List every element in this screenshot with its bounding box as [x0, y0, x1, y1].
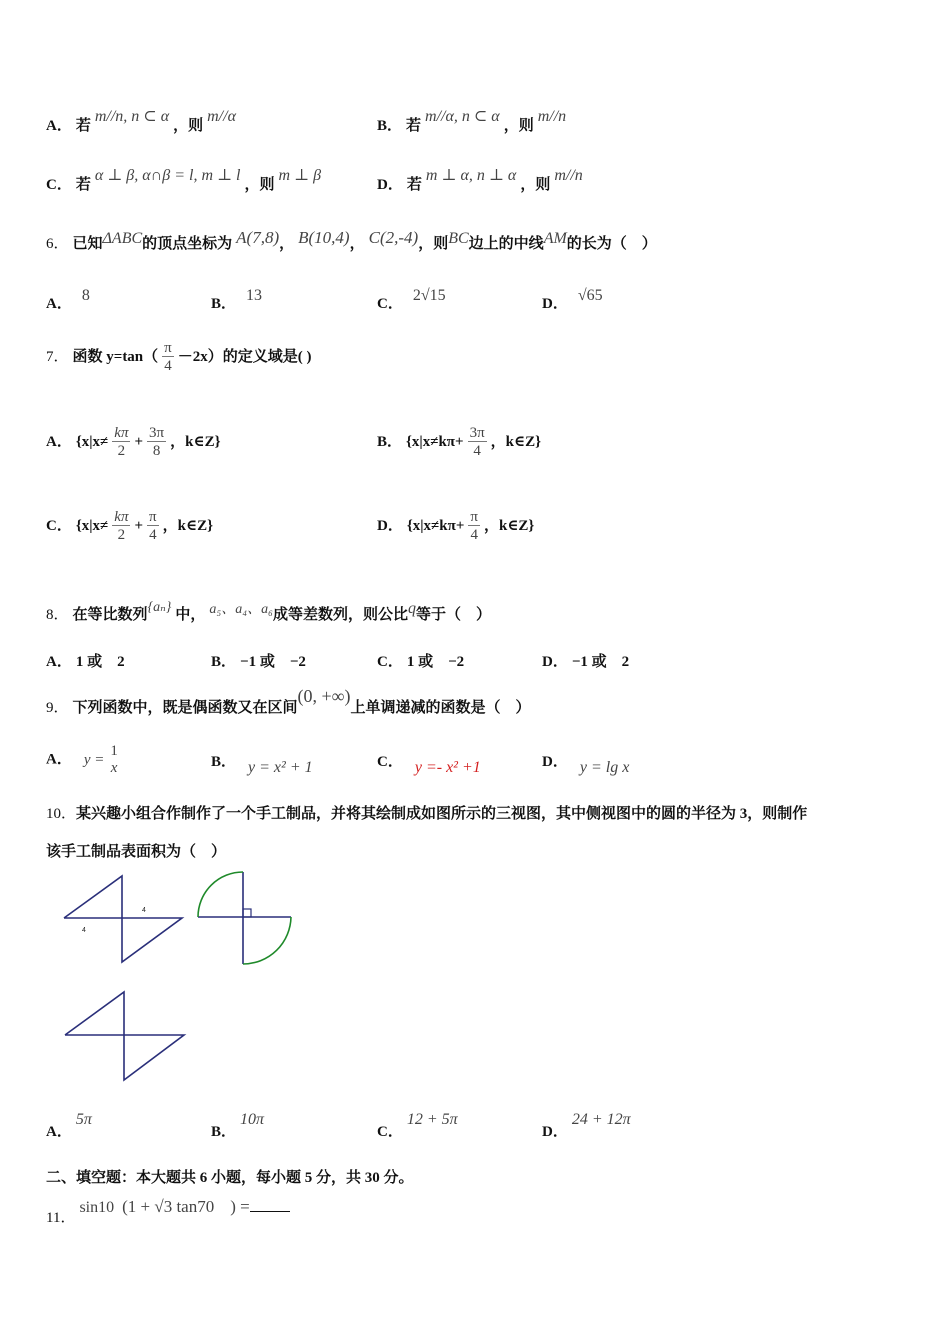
q7-option-c: C． {x|x≠ $\frac{k\pi}{2}$ + $\frac{\pi}{4}$ ，k∈Z} [46, 509, 213, 543]
q5-option-b: B． 若 m//α, n ⊂ α ，则 m//n [377, 108, 567, 134]
q10-stem-line1: 10．某兴趣小组合作制作了一个手工制品，并将其绘制成如图所示的三视图，其中侧视图中的圆的半径为 3，则制作 [46, 806, 808, 822]
q6-option-c: C． 2√15 [377, 287, 446, 312]
side-view-figure [195, 870, 295, 968]
answer-blank[interactable] [250, 1197, 290, 1212]
quarter-circle-arc [198, 872, 243, 917]
dimension-label: 4 [82, 927, 86, 934]
q9-option-d: D． y = lg x [542, 754, 630, 776]
q10-option-d: D． 24 + 12π [542, 1111, 631, 1140]
q8-option-d: D． −1 或 2 [542, 654, 630, 670]
option-label: C． [46, 177, 72, 193]
q7-option-d: D． {x|x≠kπ+ $\frac{\pi}{4}$ ，k∈Z} [377, 509, 535, 543]
top-view-outline [65, 992, 184, 1080]
q10-option-a: A． 5π [46, 1111, 92, 1140]
q8-option-b: B． −1 或 −2 [211, 654, 306, 670]
fraction: $\frac{\pi}{4}$ [164, 340, 172, 374]
question-number: 10． [46, 806, 77, 822]
q6-option-a: A． 8 [46, 287, 90, 312]
front-view-outline [64, 876, 182, 962]
q7-option-a: A． {x|x≠ $\frac{k\pi}{2}$ + $\frac{3\pi}{8}$ ，k∈Z} [46, 425, 221, 459]
question-number: 9． [46, 700, 69, 716]
top-view-figure [62, 989, 188, 1083]
quarter-circle-arc [243, 917, 291, 964]
q9-stem: 9． 下列函数中，既是偶函数又在区间(0, +∞)上单调递减的函数是（ ） [46, 686, 531, 716]
q5-option-d: D． 若 m ⊥ α, n ⊥ α ，则 m//n [377, 167, 583, 193]
q6-stem: 6． 已知ΔABC的顶点坐标为 A(7,8)， B(10,4)， C(2,-4)，则BC边上的中线AM的长为（ ） [46, 228, 657, 252]
question-number: 11． [46, 1210, 76, 1226]
q6-option-d: D． √65 [542, 287, 603, 312]
q8-option-c: C． 1 或 −2 [377, 654, 465, 670]
front-view-figure [60, 872, 186, 966]
question-number: 8． [46, 607, 69, 623]
q9-option-b: B． y = x² + 1 [211, 754, 313, 776]
option-label: A． [46, 118, 72, 134]
q9-option-c: C． y =- x² +1 [377, 754, 481, 776]
question-number: 7． [46, 349, 69, 366]
q8-stem: 8． 在等比数列{aₙ} 中， a₅、a₄、a₆成等差数列，则公比q等于（ ） [46, 600, 492, 623]
dimension-label: 4 [142, 907, 146, 914]
question-number: 6． [46, 236, 69, 252]
q9-option-a: A． y = 1 x [46, 743, 118, 776]
section-title: 二、填空题：本大题共 6 小题，每小题 5 分，共 30 分。 [46, 1170, 414, 1186]
option-label: D． [377, 177, 403, 193]
q10-option-b: B． 10π [211, 1111, 265, 1140]
right-angle-mark [243, 909, 251, 917]
q8-option-a: A． 1 或 2 [46, 654, 125, 670]
q10-option-c: C． 12 + 5π [377, 1111, 458, 1140]
q6-option-b: B． 13 [211, 287, 263, 312]
q7-stem: 7． 函数 y=tan（ $\frac{\pi}{4}$ －2x）的定义域是( ) [46, 340, 312, 374]
q5-option-c: C． 若 α ⊥ β, α∩β = l, m ⊥ l ，则 m ⊥ β [46, 167, 322, 193]
q10-stem-line2: 该手工制品表面积为（ ） [46, 844, 227, 860]
q5-option-a: A． 若 m//n, n ⊂ α ，则 m//α [46, 108, 236, 134]
q7-option-b: B． {x|x≠kπ+ $\frac{3\pi}{4}$ ，k∈Z} [377, 425, 542, 459]
q11-stem: 11． sin10 (1 + √3 tan70 ) = [46, 1196, 290, 1217]
option-label: B． [377, 118, 403, 134]
